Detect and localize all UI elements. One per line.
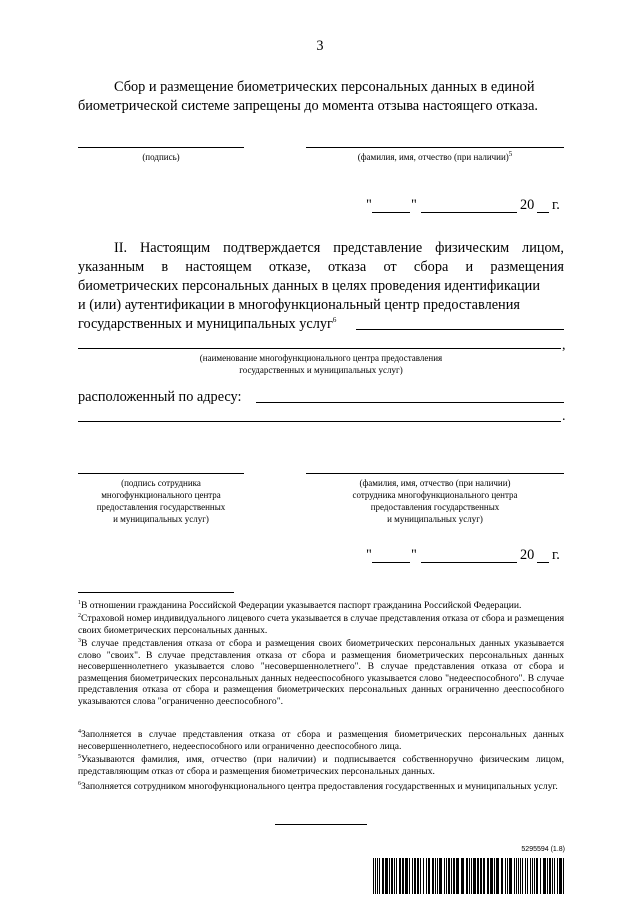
barcode-bar (520, 858, 521, 894)
signature-caption: (подпись) (142, 152, 180, 162)
address-field-1[interactable] (256, 402, 564, 403)
barcode-bar (453, 858, 455, 894)
barcode-bar (437, 858, 438, 894)
barcode-bar (435, 858, 436, 894)
barcode-bar (473, 858, 476, 894)
barcode-bar (530, 858, 531, 894)
date-quote-open: " (366, 197, 372, 213)
employee-signature-caption-1: (подпись сотрудника (121, 478, 201, 488)
barcode-bar (402, 858, 404, 894)
barcode-bar (399, 858, 401, 894)
date-month-field[interactable] (421, 212, 517, 213)
barcode-bar (423, 858, 424, 894)
barcode-bar (552, 858, 553, 894)
barcode-bar (536, 858, 538, 894)
intro-line-1: Сбор и размещение биометрических персональных данных в единой (114, 79, 535, 95)
employee-signature-caption-2: многофункционального центра (101, 490, 221, 500)
barcode-bar (375, 858, 376, 894)
date-year-field[interactable] (537, 212, 549, 213)
barcode-bar (547, 858, 548, 894)
barcode-bar (414, 858, 416, 894)
barcode-bar (420, 858, 421, 894)
barcode-bar (439, 858, 442, 894)
employee-name-line[interactable] (306, 473, 564, 474)
footnote-2: $^2$Страховой номер индивидуального лицевого счета указывается в случае представления отказа от сбора и размещения своих биометрических персональных данных. (78, 612, 565, 636)
date-quote-close: " (411, 547, 417, 563)
barcode-bar (543, 858, 546, 894)
mfc-caption-1: (наименование многофункционального центра предоставления (199, 353, 443, 363)
barcode-bar (509, 858, 512, 894)
date-day-field[interactable] (372, 212, 410, 213)
address-period: . (562, 409, 566, 424)
barcode-bar (461, 858, 464, 894)
barcode-bar (405, 858, 408, 894)
section2-line-5: государственных и муниципальных услуг$^6$ (78, 316, 337, 332)
barcode-bar (456, 858, 459, 894)
barcode-bar (540, 858, 541, 894)
barcode-bar (487, 858, 489, 894)
employee-name-caption-2: сотрудника многофункционального центра (352, 490, 518, 500)
footnote-4: $^4$Заполняется в случае представления отказа от сбора и размещения биометрических персональных данных несовершеннолетнего, недееспособного или ограниченно дееспособного лица. (78, 728, 564, 752)
barcode-bar (494, 858, 495, 894)
barcode-bar (532, 858, 533, 894)
barcode-bar (480, 858, 482, 894)
barcode-bar (466, 858, 468, 894)
date-year-prefix: 20 (520, 197, 535, 213)
page-number: 3 (316, 38, 324, 54)
barcode-bar (477, 858, 479, 894)
employee-signature-line[interactable] (78, 473, 244, 474)
barcode-bar (377, 858, 378, 894)
barcode-bar (518, 858, 519, 894)
barcode-bar (490, 858, 493, 894)
barcode-bar (396, 858, 397, 894)
footnote-1: $^1$В отношении гражданина Российской Федерации указывается паспорт гражданина Российской Федерации. (78, 599, 522, 611)
barcode-bar (426, 858, 427, 894)
barcode-bar (446, 858, 447, 894)
section2-line-1: II. Настоящим подтверждается представление физическим лицом, (114, 240, 564, 256)
date-row-1 (366, 197, 566, 219)
barcode-bar (394, 858, 395, 894)
barcode-bar (563, 858, 564, 894)
mfc-caption-2: государственных и муниципальных услуг) (239, 365, 403, 375)
barcode-bar (522, 858, 523, 894)
employee-name-caption-1: (фамилия, имя, отчество (при наличии) (359, 478, 511, 488)
barcode (373, 858, 565, 894)
section2-line-2: указанным в настоящем отказе, отказа от сбора и размещения (78, 259, 564, 275)
employee-signature-caption-3: предоставления государственных (96, 502, 226, 512)
employee-name-caption-4: и муниципальных услуг) (387, 514, 483, 524)
date-year-prefix: 20 (520, 547, 535, 563)
barcode-bar (549, 858, 551, 894)
section2-line-4: и (или) аутентификации в многофункциональный центр предоставления (78, 297, 520, 313)
full-name-line[interactable] (306, 147, 564, 148)
date-year-suffix: г. (552, 197, 560, 213)
mfc-name-field-2[interactable] (78, 348, 561, 349)
date-month-field[interactable] (421, 562, 517, 563)
barcode-bar (471, 858, 472, 894)
barcode-bar (505, 858, 506, 894)
barcode-bar (432, 858, 434, 894)
footnote-6: $^6$Заполняется сотрудником многофункционального центра предоставления государственных и муниципальных услуг. (78, 780, 558, 792)
barcode-bar (448, 858, 450, 894)
barcode-bar (385, 858, 388, 894)
barcode-bar (379, 858, 380, 894)
barcode-bar (516, 858, 517, 894)
footnote-3: $^3$В случае представления отказа от сбора и размещения своих биометрических персональных данных указывается слово "своих". В случае представления отказа от сбора и размещения биометрических персональных данных несовершеннолетнего указывается слово "несовершеннолетнего". В случае представления отказа от сбора и размещения биометрических персональных данных недееспособного указывается слово "недееспособного". В случае представления отказа от сбора и размещения биометрических персональных данных ограниченно дееспособного указываются слова "ограниченно дееспособного". (78, 637, 564, 707)
employee-signature-caption-4: и муниципальных услуг) (113, 514, 209, 524)
date-year-suffix: г. (552, 547, 560, 563)
date-day-field[interactable] (372, 562, 410, 563)
address-label: расположенный по адресу: (78, 389, 242, 405)
barcode-bar (554, 858, 555, 894)
barcode-bar (514, 858, 515, 894)
section2-line-3: биометрических персональных данных в целях проведения идентификации (78, 278, 540, 294)
barcode-bar (525, 858, 526, 894)
barcode-bar (382, 858, 384, 894)
date-row-2 (366, 547, 566, 569)
barcode-bar (496, 858, 499, 894)
date-quote-close: " (411, 197, 417, 213)
footnote-separator (78, 592, 234, 593)
barcode-bar (557, 858, 558, 894)
signature-line[interactable] (78, 147, 244, 148)
barcode-bar (373, 858, 374, 894)
barcode-bar (428, 858, 430, 894)
mfc-comma: , (562, 338, 566, 353)
date-quote-open: " (366, 547, 372, 563)
barcode-bar (389, 858, 390, 894)
barcode-bar (507, 858, 508, 894)
footnote-5: $^5$Указываются фамилия, имя, отчество (при наличии) и подписывается собственноручно физическим лицом, представляющим отказ от сбора и размещения биометрических персональных данных. (78, 753, 564, 777)
bottom-divider (275, 824, 367, 825)
barcode-number: 5295594 (1.8) (521, 846, 565, 853)
barcode-bar (501, 858, 503, 894)
barcode-bar (409, 858, 410, 894)
mfc-name-field-1[interactable] (356, 329, 564, 330)
barcode-bar (559, 858, 562, 894)
barcode-bar (444, 858, 445, 894)
intro-line-2: биометрической системе запрещены до момента отзыва настоящего отказа. (78, 98, 538, 114)
barcode-bar (412, 858, 413, 894)
barcode-bar (417, 858, 419, 894)
barcode-bar (469, 858, 470, 894)
barcode-bar (451, 858, 452, 894)
date-year-field[interactable] (537, 562, 549, 563)
employee-name-caption-3: предоставления государственных (370, 502, 500, 512)
barcode-bar (391, 858, 393, 894)
full-name-caption: (фамилия, имя, отчество (при наличии)$^5$ (357, 150, 513, 162)
barcode-bar (534, 858, 535, 894)
barcode-bar (483, 858, 485, 894)
address-field-2[interactable] (78, 421, 561, 422)
barcode-bar (527, 858, 528, 894)
